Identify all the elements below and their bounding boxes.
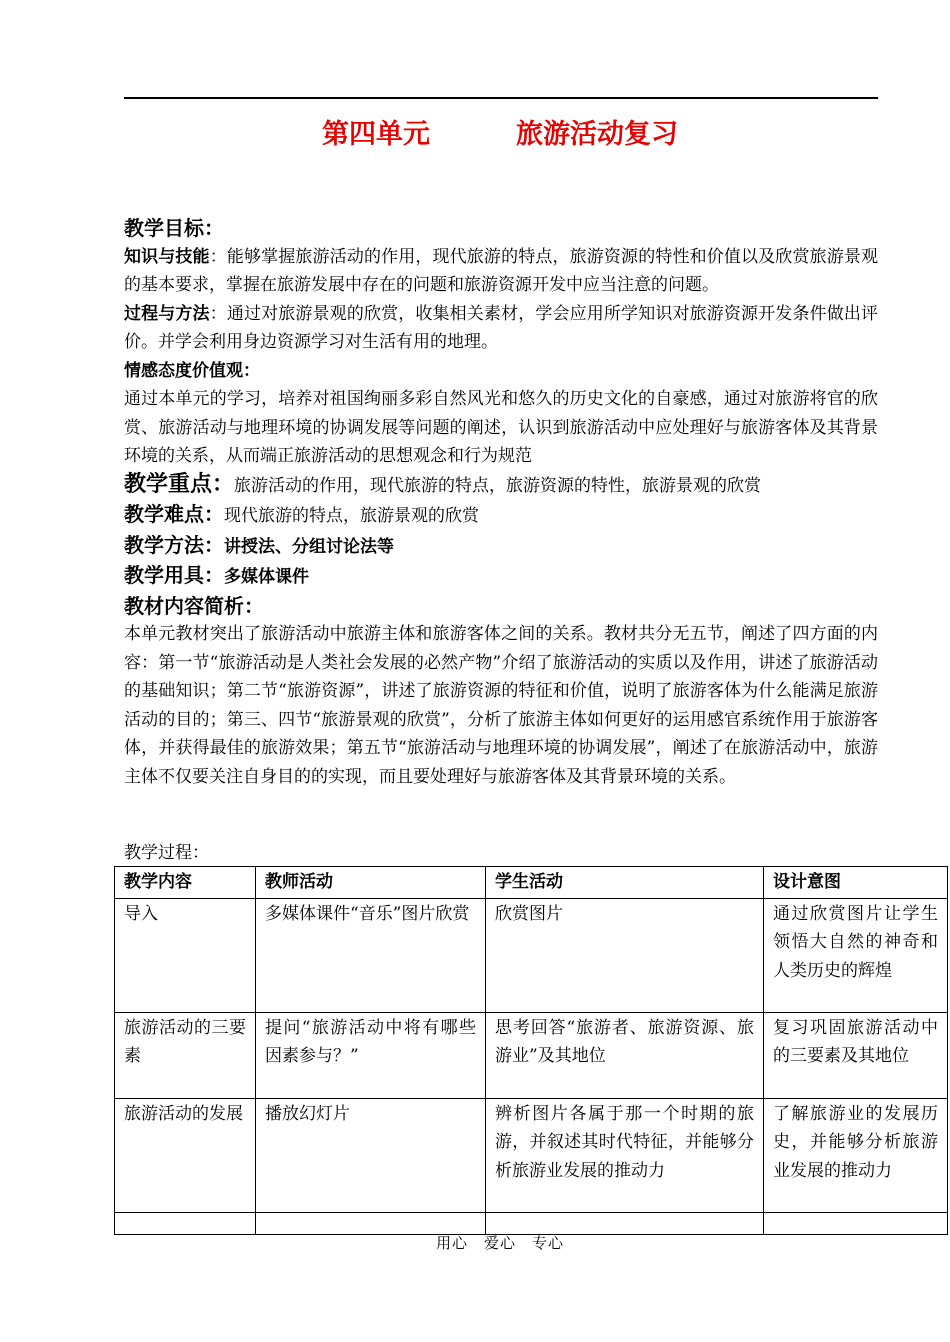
table-cell: 播放幻灯片: [256, 1098, 486, 1212]
method-label: 教学方法：: [124, 532, 224, 557]
knowledge-paragraph: [124, 243, 878, 300]
table-cell: 了解旅游业的发展历史，并能够分析旅游业发展的推动力: [764, 1098, 948, 1212]
analysis-text: 本单元教材突出了旅游活动中旅游主体和旅游客体之间的关系。教材共分无五节，阐述了四方面的内容：第一节“旅游活动是人类社会发展的必然产物”介绍了旅游活动的实质以及作用，讲述了旅游活动的基础知识；第二节“旅游资源”，讲述了旅游资源的特征和价值，说明了旅游客体为什么能满足旅游活动的目的；第三、四节“旅游景观的欣赏”，分析了旅游主体如何更好的运用感官系统作用于旅游客体，并获得最佳的旅游效果；第五节“旅游活动与地理环境的协调发展”，阐述了在旅游活动中，旅游主体不仅要关注自身目的的实现，而且要处理好与旅游客体及其背景环境的关系。: [124, 624, 878, 787]
table-cell: 通过欣赏图片让学生领悟大自然的神奇和人类历史的辉煌: [764, 898, 948, 1012]
table-cell: 导入: [115, 898, 256, 1012]
header-intent: 设计意图: [764, 867, 948, 899]
process-method-label: 过程与方法: [124, 303, 210, 324]
table-cell: [115, 1212, 256, 1234]
objectives-heading: 教学目标：: [124, 216, 224, 240]
table-cell: 思考回答“旅游者、旅游资源、旅游业”及其地位: [486, 1012, 764, 1098]
table-cell: 旅游活动的三要素: [115, 1012, 256, 1098]
table-cell: [486, 1212, 764, 1234]
tools-label: 教学用具：: [124, 563, 224, 587]
table-cell: 提问“旅游活动中将有哪些因素参与？”: [256, 1012, 486, 1098]
tools-text: 多媒体课件: [224, 567, 309, 587]
analysis-heading: 教材内容简析：: [124, 593, 264, 618]
knowledge-label: 知识与技能: [124, 246, 210, 267]
title-topic: 旅游活动复习: [516, 119, 678, 150]
header-student: 学生活动: [486, 867, 764, 899]
page-title: [0, 112, 950, 151]
focus-label: 教学重点：: [124, 471, 235, 497]
knowledge-text: ：能够掌握旅游活动的作用，现代旅游的特点，旅游资源的特性和价值以及欣赏旅游景观的基本要求，掌握在旅游发展中存在的问题和旅游资源开发中应当注意的问题。: [124, 246, 879, 295]
emotion-label: 情感态度价值观：: [124, 360, 260, 381]
table-cell: 旅游活动的发展: [115, 1098, 256, 1212]
table-cell: 欣赏图片: [486, 898, 764, 1012]
teaching-process-label: 教学过程：: [124, 843, 209, 863]
difficulty-label: 教学难点：: [124, 502, 224, 526]
title-unit: 第四单元: [322, 119, 430, 150]
header-teacher: 教师活动: [256, 867, 486, 899]
top-rule: [124, 97, 878, 99]
table-cell: 辨析图片各属于那一个时期的旅游，并叙述其时代特征，并能够分析旅游业发展的推动力: [486, 1098, 764, 1212]
table-row: [115, 1098, 948, 1212]
focus-line: [124, 471, 878, 501]
table-row: [115, 898, 948, 1012]
tools-line: [124, 561, 878, 592]
difficulty-line: [124, 500, 878, 531]
table-cell: [256, 1212, 486, 1234]
lesson-plan-body: [124, 214, 878, 791]
focus-text: 旅游活动的作用，现代旅游的特点，旅游资源的特性，旅游景观的欣赏: [234, 475, 762, 496]
teaching-process-table: [114, 866, 948, 1235]
table-cell: 复习巩固旅游活动中的三要素及其地位: [764, 1012, 948, 1098]
emotion-text: 通过本单元的学习，培养对祖国绚丽多彩自然风光和悠久的历史文化的自豪感，通过对旅游将官的欣赏、旅游活动与地理环境的协调发展等问题的阐述，认识到旅游活动中应处理好与旅游客体及其背景环境的关系，从而端正旅游活动的思想观念和行为规范: [124, 389, 878, 466]
method-line: [124, 531, 878, 562]
difficulty-text: 现代旅游的特点，旅游景观的欣赏: [224, 506, 479, 526]
header-content: 教学内容: [115, 867, 256, 899]
table-cell: [764, 1212, 948, 1234]
table-row: [115, 1012, 948, 1098]
page-footer: 用心 爱心 专心: [435, 1234, 564, 1252]
table-header-row: [115, 867, 948, 899]
process-method-text: ：通过对旅游景观的欣赏，收集相关素材，学会应用所学知识对旅游资源开发条件做出评价。并学会利用身边资源学习对生活有用的地理。: [124, 303, 879, 352]
table-row: [115, 1212, 948, 1234]
method-text: 讲授法、分组讨论法等: [224, 536, 394, 557]
process-paragraph: [124, 300, 878, 357]
table-cell: 多媒体课件“音乐”图片欣赏: [256, 898, 486, 1012]
